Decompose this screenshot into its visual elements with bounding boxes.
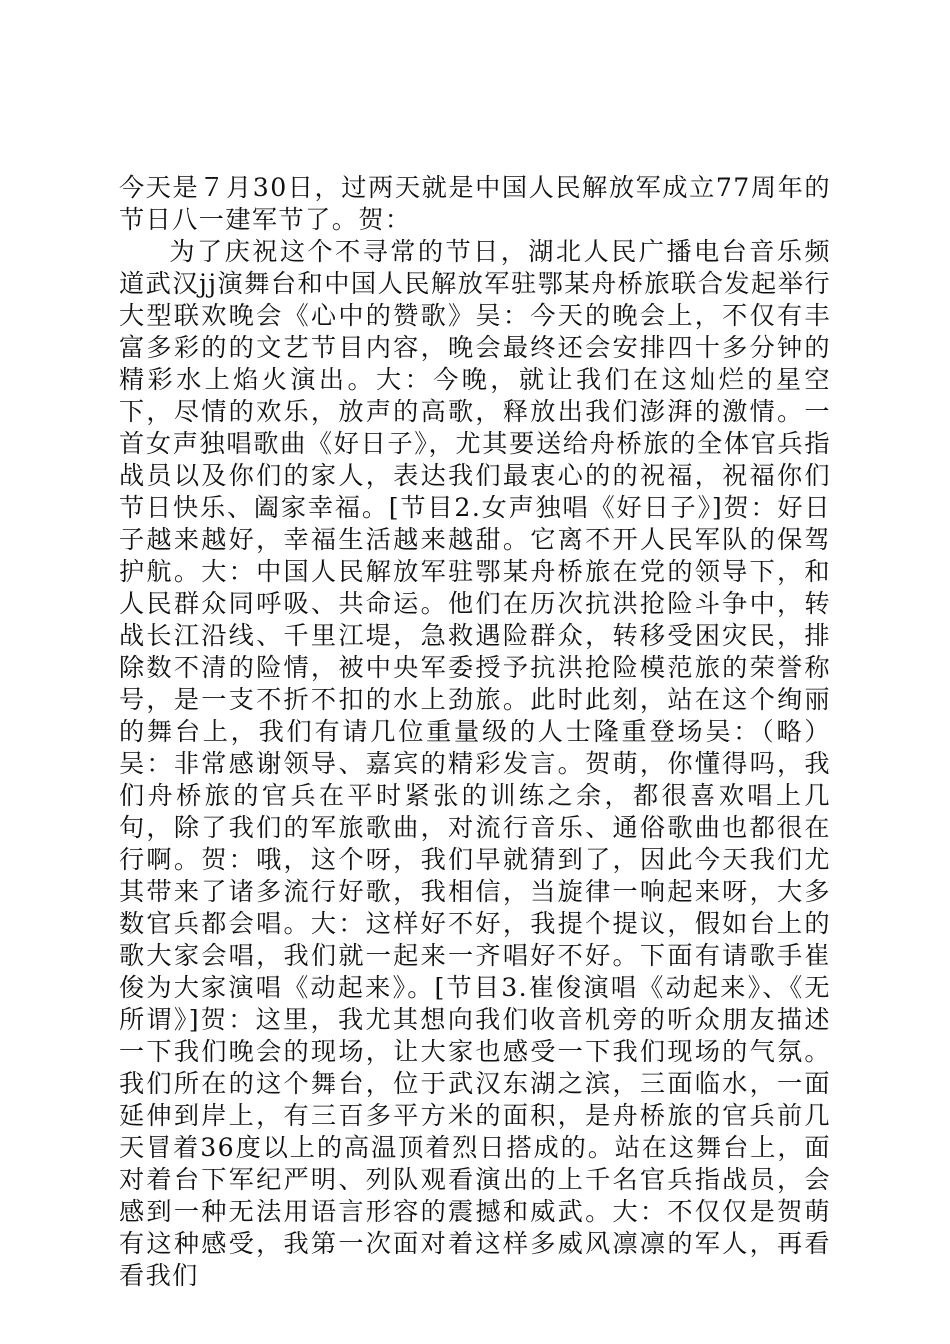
paragraph-intro: 今天是７月30日，过两天就是中国人民解放军成立77周年的节日八一建军节了。贺： [119, 173, 831, 234]
body-text [119, 172, 831, 1292]
paragraph-main: 为了庆祝这个不寻常的节日，湖北人民广播电台音乐频道武汉jj演舞台和中国人民解放军驻鄂某舟桥旅联合发起举行大型联欢晚会《心中的赞歌》吴：今天的晚会上，不仅有丰富多彩的的文艺节目内容，晚会最终还会安排四十多分钟的精彩水上焰火演出。大：今晚，就让我们在这灿烂的星空下，尽情的欢乐，放声的高歌，释放出我们澎湃的激情。一首女声独唱歌曲《好日子》，尤其要送给舟桥旅的全体官兵指战员以及你们的家人，表达我们最衷心的的祝福，祝福你们节日快乐、阖家幸福。[节目2.女声独唱《好日子》]贺：好日子越来越好，幸福生活越来越甜。它离不开人民军队的保驾护航。大：中国人民解放军驻鄂某舟桥旅在党的领导下，和人民群众同呼吸、共命运。他们在历次抗洪抢险斗争中，转战长江沿线、千里江堤，急救遇险群众，转移受困灾民，排除数不清的险情，被中央军委授予抗洪抢险模范旅的荣誉称号，是一支不折不扣的水上劲旅。此时此刻，站在这个绚丽的舞台上，我们有请几位重量级的人士隆重登场吴：（略）吴：非常感谢领导、嘉宾的精彩发言。贺萌，你懂得吗，我们舟桥旅的官兵在平时紧张的训练之余，都很喜欢唱上几句，除了我们的军旅歌曲，对流行音乐、通俗歌曲也都很在行啊。贺：哦，这个呀，我们早就猜到了，因此今天我们尤其带来了诸多流行好歌，我相信，当旋律一响起来呀，大多数官兵都会唱。大：这样好不好，我提个提议，假如台上的歌大家会唱，我们就一起来一齐唱好不好。下面有请歌手崔俊为大家演唱《动起来》。[节目3.崔俊演唱《动起来》、《无所谓》]贺：这里，我尤其想向我们收音机旁的听众朋友描述一下我们晚会的现场，让大家也感受一下我们现场的气氛。我们所在的这个舞台，位于武汉东湖之滨，三面临水，一面延伸到岸上，有三百多平方米的面积，是舟桥旅的官兵前几天冒着36度以上的高温顶着烈日搭成的。站在这舞台上，面对着台下军纪严明、列队观看演出的上千名官兵指战员，会感到一种无法用语言形容的震撼和威武。大：不仅仅是贺萌有这种感受，我第一次面对着这样多威风凛凛的军人，再看看我们 [119, 237, 831, 1290]
